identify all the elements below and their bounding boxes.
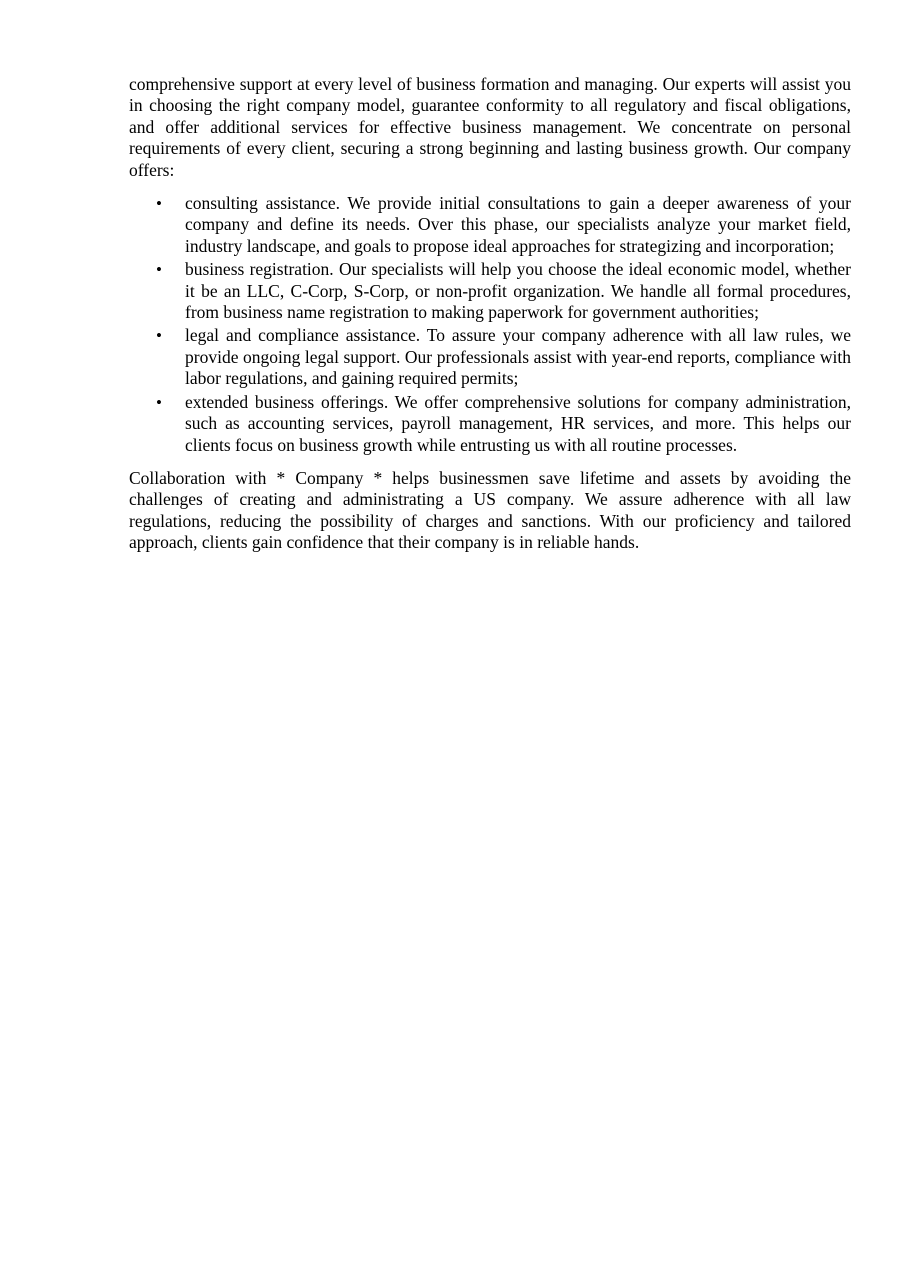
bullet-icon: • (156, 392, 162, 412)
bullet-icon: • (156, 194, 162, 214)
offer-legal-text: legal and compliance assistance. To assure your company adherence with all law rules, we provide ongoing legal support. Our professionals assist with year-end reports, compliance with labor regulations, and gaining required permits; (185, 325, 851, 389)
closing-paragraph: Collaboration with * Company * helps businessmen save lifetime and assets by avoiding the challenges of creating and administrating a US company. We assure adherence with all law regulations, reducing the possibility of charges and sanctions. With our proficiency and tailored approach, clients gain confidence that their company is in reliable hands. (129, 467, 851, 553)
offers-list (129, 193, 851, 456)
offer-consulting-text: consulting assistance. We provide initial consultations to gain a deeper awareness of your company and define its needs. Over this phase, our specialists analyze your market field, industry landscape, and goals to propose ideal approaches for strategizing and incorporation; (185, 193, 851, 256)
document-page (129, 74, 851, 554)
intro-paragraph: comprehensive support at every level of business formation and managing. Our experts will assist you in choosing the right company model, guarantee conformity to all regulatory and fiscal obligations, and offer additional services for effective business management. We concentrate on personal requirements of every client, securing a strong beginning and lasting business growth. Our company offers: (129, 74, 851, 180)
offer-extended-text: extended business offerings. We offer comprehensive solutions for company administration, such as accounting services, payroll management, HR services, and more. This helps our clients focus on business growth while entrusting us with all routine processes. (185, 391, 851, 455)
offer-registration-text: business registration. Our specialists will help you choose the ideal economic model, whether it be an LLC, C-Corp, S-Corp, or non-profit organization. We handle all formal procedures, from business name registration to making paperwork for government authorities; (185, 259, 851, 323)
bullet-icon: • (156, 260, 162, 280)
list-item (129, 193, 851, 257)
list-item (129, 325, 851, 389)
list-item (129, 259, 851, 323)
bullet-icon: • (156, 326, 162, 346)
list-item (129, 392, 851, 456)
